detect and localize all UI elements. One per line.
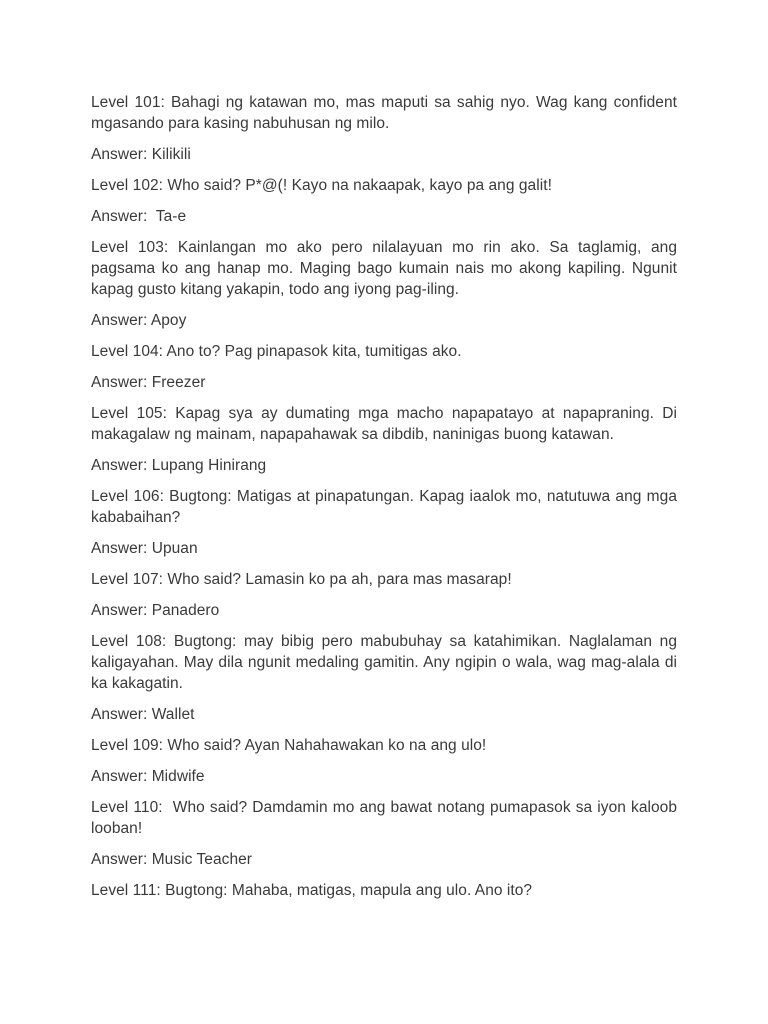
question-101: Level 101: Bahagi ng katawan mo, mas maputi sa sahig nyo. Wag kang confident mgasando para kasing nabuhusan ng milo. xyxy=(91,94,682,132)
answer-105: Answer: Lupang Hinirang xyxy=(91,457,267,474)
question-108: Level 108: Bugtong: may bibig pero mabubuhay sa katahimikan. Naglalaman ng kaligayahan. May dila ngunit medaling gamitin. Any ngipin o wala, wag mag-alala di ka kakagatin. xyxy=(91,633,682,692)
question-107: Level 107: Who said? Lamasin ko pa ah, para mas masarap! xyxy=(91,571,512,588)
question-110: Level 110: Who said? Damdamin mo ang bawat notang pumapasok sa iyon kaloob looban! xyxy=(91,799,682,837)
question-102: Level 102: Who said? P*@(! Kayo na nakaapak, kayo pa ang galit! xyxy=(91,177,552,194)
document-page xyxy=(91,92,682,911)
question-106: Level 106: Bugtong: Matigas at pinapatungan. Kapag iaalok mo, natutuwa ang mga kababaihan? xyxy=(91,488,682,526)
answer-102: Answer: Ta-e xyxy=(91,208,187,225)
question-104: Level 104: Ano to? Pag pinapasok kita, tumitigas ako. xyxy=(91,343,462,360)
answer-107: Answer: Panadero xyxy=(91,602,220,619)
answer-103: Answer: Apoy xyxy=(91,312,187,329)
answer-110: Answer: Music Teacher xyxy=(91,851,252,868)
answer-104: Answer: Freezer xyxy=(91,374,206,391)
answer-101: Answer: Kilikili xyxy=(91,146,191,163)
answer-108: Answer: Wallet xyxy=(91,706,195,723)
question-109: Level 109: Who said? Ayan Nahahawakan ko na ang ulo! xyxy=(91,737,487,754)
question-111: Level 111: Bugtong: Mahaba, matigas, mapula ang ulo. Ano ito? xyxy=(91,882,533,899)
answer-106: Answer: Upuan xyxy=(91,540,198,557)
question-103: Level 103: Kainlangan mo ako pero nilalayuan mo rin ako. Sa taglamig, ang pagsama ko ang hanap mo. Maging bago kumain nais mo akong kapiling. Ngunit kapag gusto kitang yakapin, todo ang iyong pag-iling. xyxy=(91,239,682,298)
answer-109: Answer: Midwife xyxy=(91,768,205,785)
question-105: Level 105: Kapag sya ay dumating mga macho napapatayo at napapraning. Di makagalaw ng mainam, napapahawak sa dibdib, naninigas buong katawan. xyxy=(91,405,682,443)
